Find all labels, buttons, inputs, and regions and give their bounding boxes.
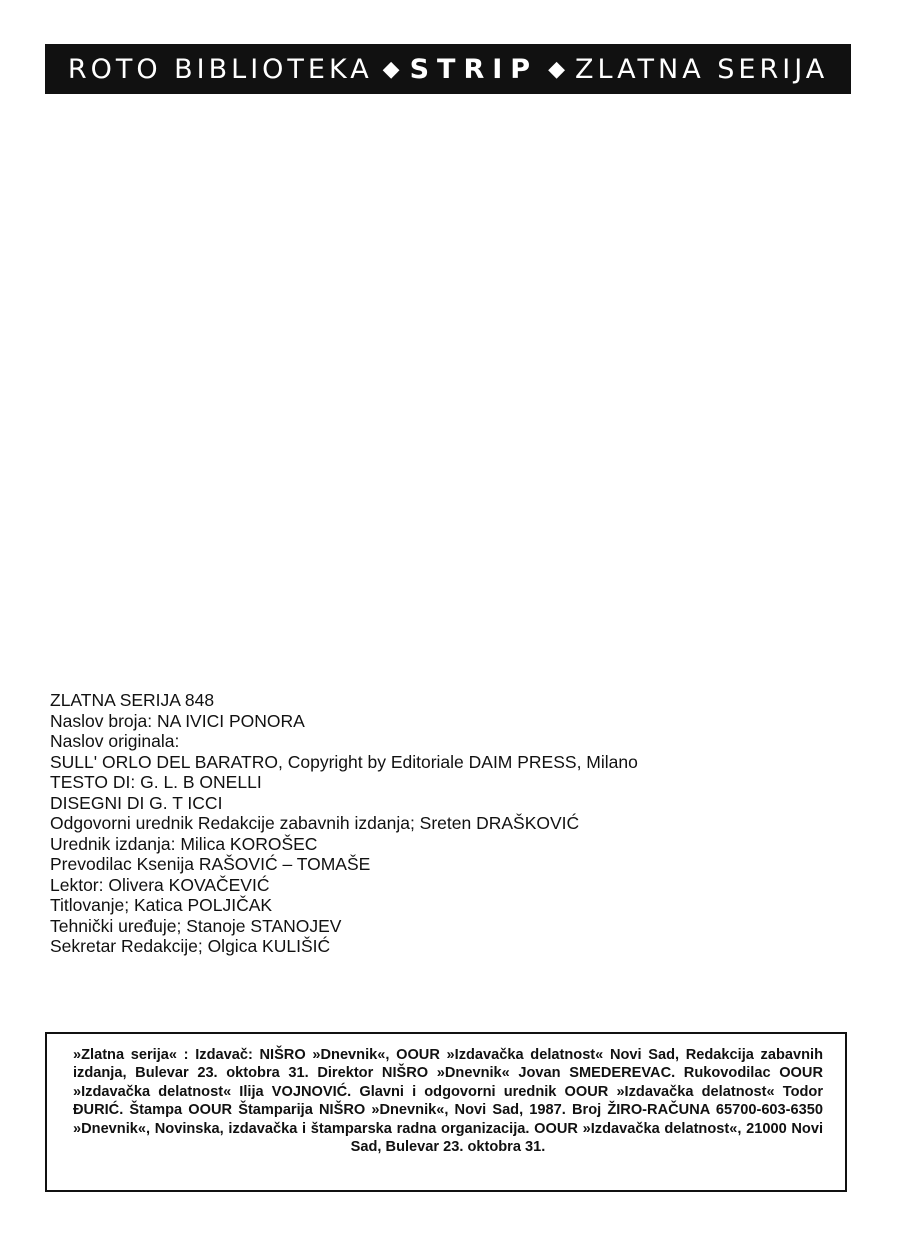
header-strip-label: STRIP — [409, 53, 539, 85]
series-number: ZLATNA SERIJA 848 — [50, 690, 215, 710]
diamond-icon: ◆ — [548, 56, 566, 82]
issue-title: Naslov broja: NA IVICI PONORA — [50, 710, 305, 731]
original-title-copyright: SULL' ORLO DEL BARATRO, Copyright by Editoriale DAIM PRESS, Milano — [50, 751, 638, 772]
imprint-box — [45, 1032, 847, 1192]
diamond-icon: ◆ — [382, 56, 400, 82]
translator: Prevodilac Ksenija RAŠOVIĆ – TOMAŠE — [50, 854, 371, 874]
series-header-band — [45, 44, 851, 94]
text-author: TESTO DI: G. L. B ONELLI — [50, 772, 262, 792]
issue-editor: Urednik izdanja: Milica KOROŠEC — [50, 833, 318, 854]
lettering: Titlovanje; Katica POLJIČAK — [50, 895, 273, 915]
credits-block — [50, 690, 850, 957]
original-title-label: Naslov originala: — [50, 731, 180, 751]
proofreader: Lektor: Olivera KOVAČEVIĆ — [50, 874, 270, 895]
art-author: DISEGNI DI G. T ICCI — [50, 792, 223, 813]
header-series-label: ZLATNA SERIJA — [575, 53, 829, 85]
technical-editor: Tehnički uređuje; Stanoje STANOJEV — [50, 915, 342, 936]
header-publisher-label: ROTO BIBLIOTEKA — [67, 53, 373, 85]
editorial-secretary: Sekretar Redakcije; Olgica KULIŠIĆ — [50, 936, 331, 956]
imprint-text: »Zlatna serija« : Izdavač: NIŠRO »Dnevnik«, OOUR »Izdavačka delatnost« Novi Sad, Redakcija zabavnih izdanja, Bulevar 23. oktobra 31. Direktor NIŠRO »Dnevnik« Jovan SMEDEREVAC. Rukovodilac OOUR »Izdavačka delatnost« Ilija VOJNOVIĆ. Glavni i odgovorni urednik OOUR »Izdavačka delatnost« Todor ĐURIĆ. Štampa OOUR Štamparija NIŠRO »Dnevnik«, Novi Sad, 1987. Broj ŽIRO-RAČUNA 65700-603-6350 »Dnevnik«, Novinska, izdavačka i štamparska radna organizacija. OOUR »Izdavačka delatnost«, 21000 Novi Sad, Bulevar 23. oktobra 31. — [73, 1047, 823, 1156]
responsible-editor: Odgovorni urednik Redakcije zabavnih izdanja; Sreten DRAŠKOVIĆ — [50, 813, 580, 833]
